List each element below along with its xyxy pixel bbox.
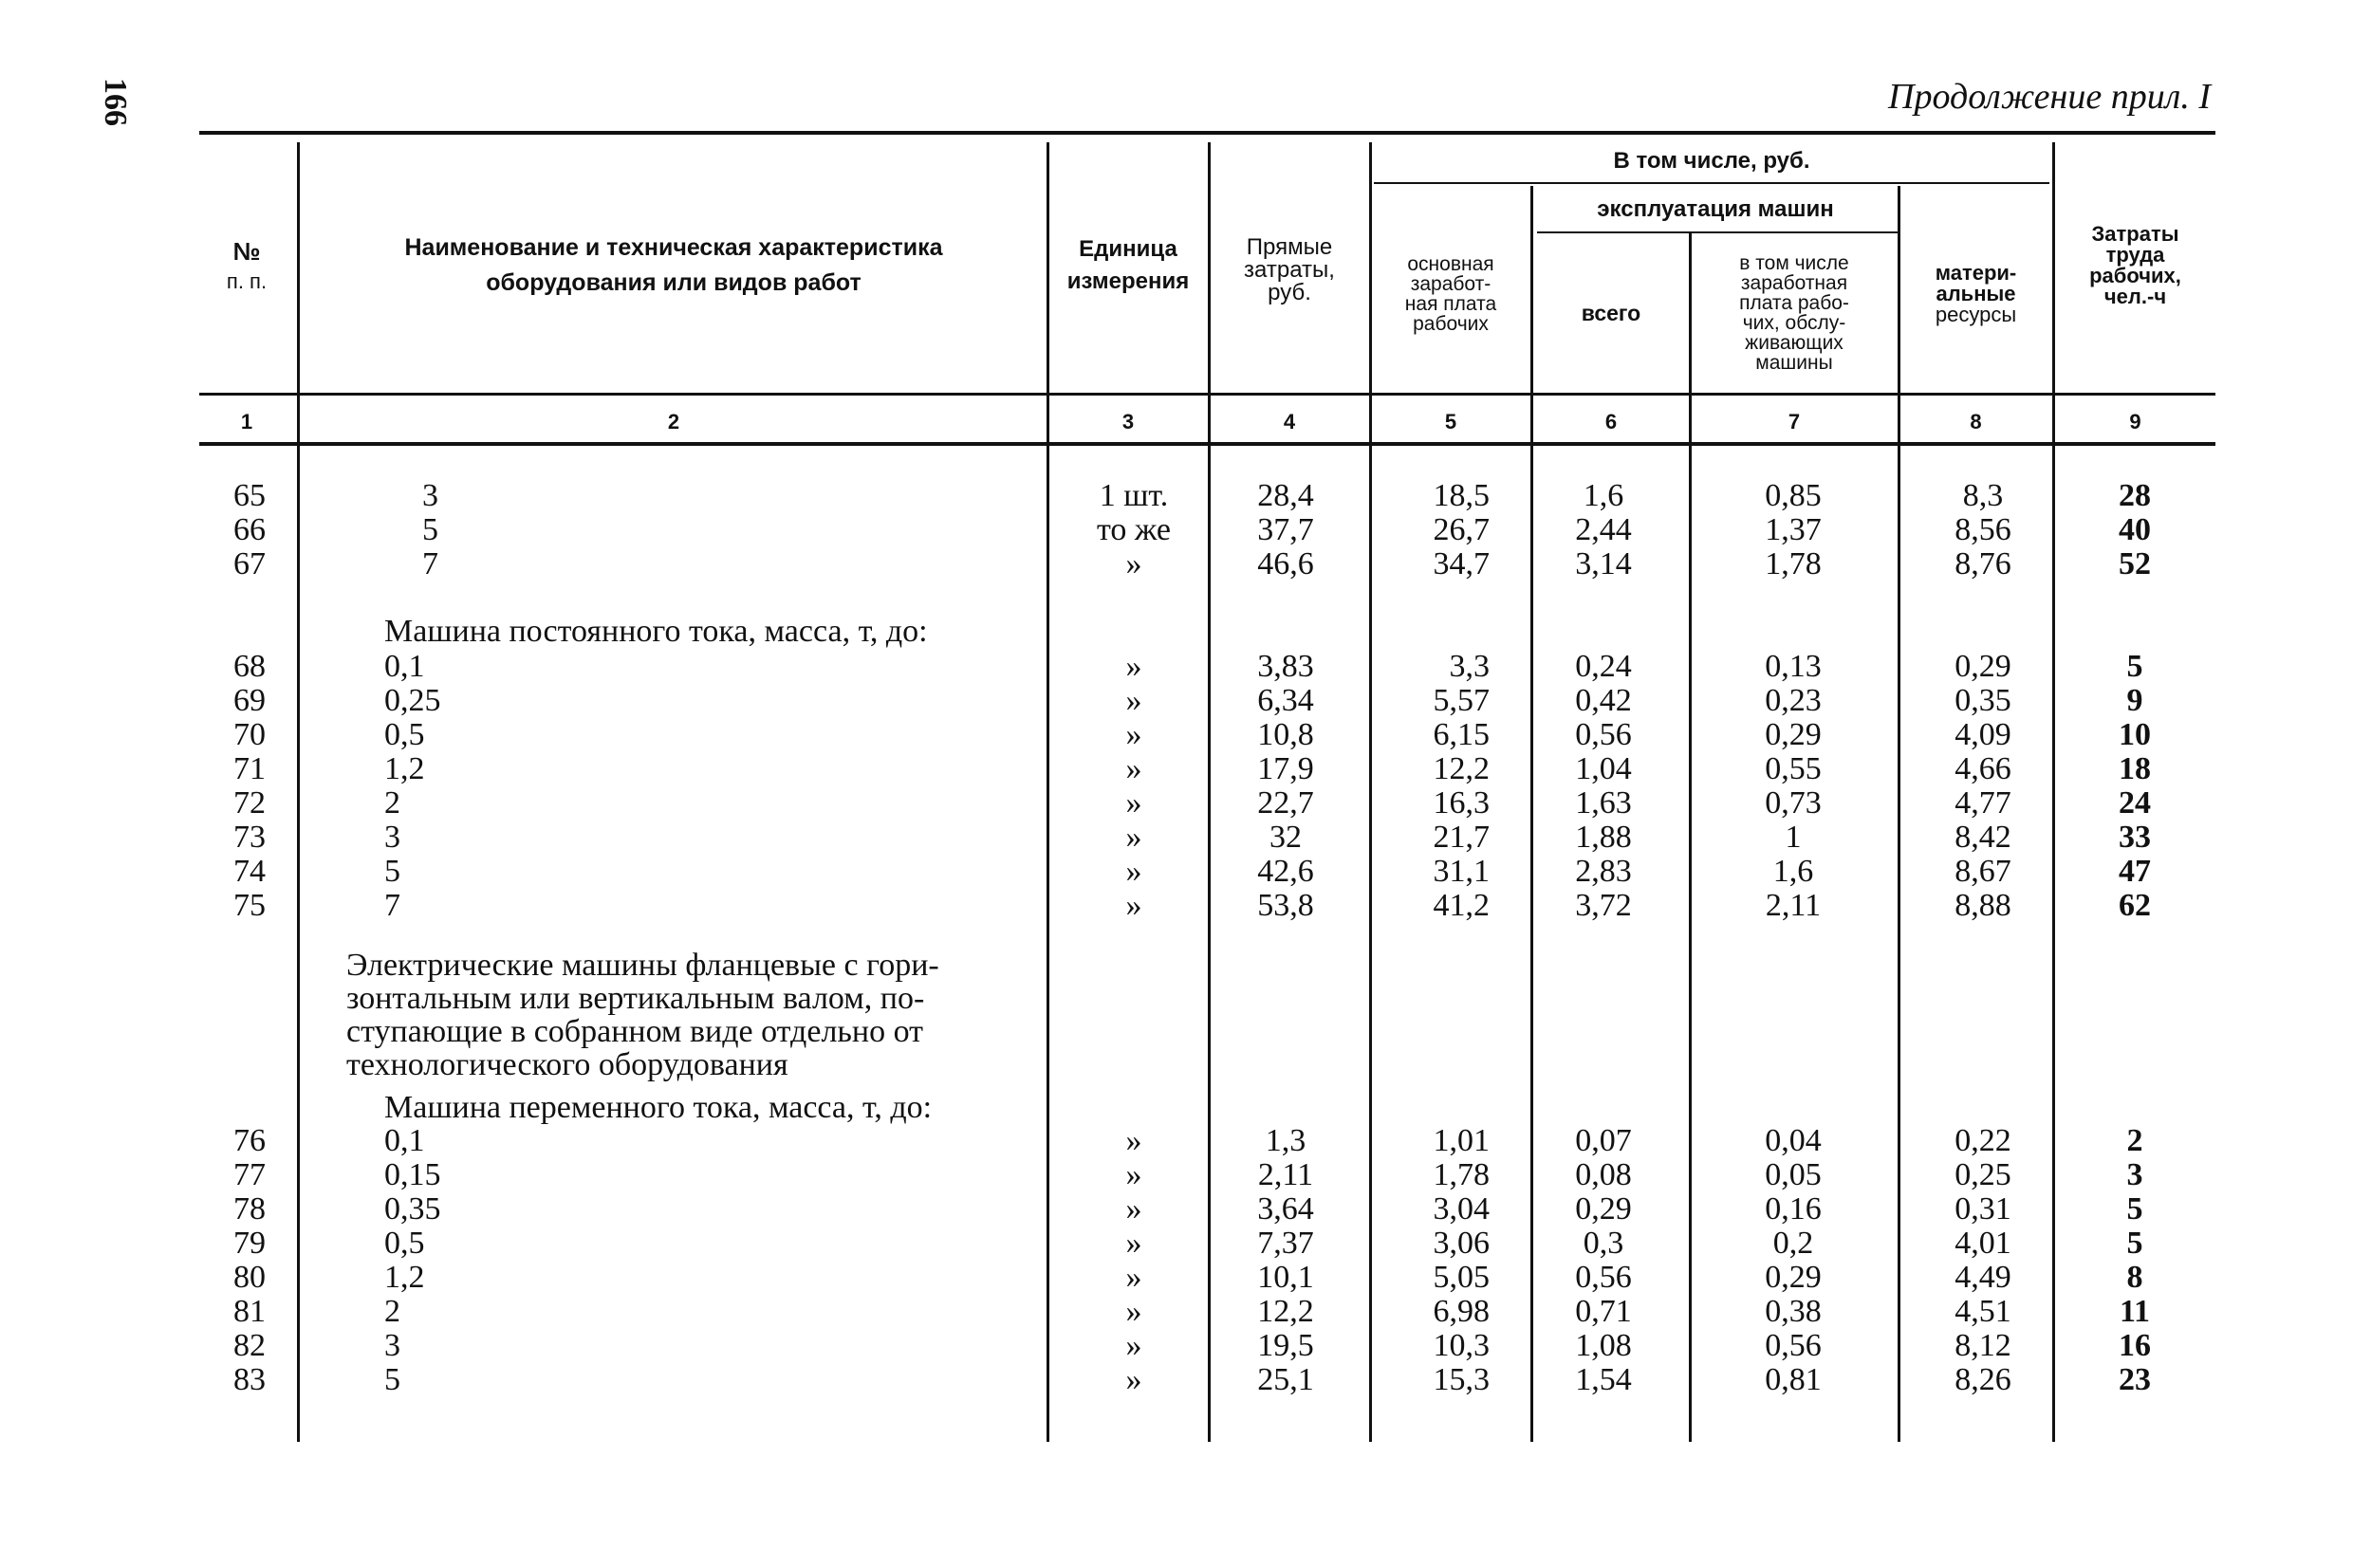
cell-unit: » [1125,683,1142,718]
cell-n: 75 [233,888,266,923]
header-group: В том числе, руб. [1613,148,1810,174]
exploit-rule [1537,231,1898,233]
cell-n: 81 [233,1294,266,1329]
cell-wage: 18,5 [1433,478,1490,513]
cell-wage: 6,98 [1433,1294,1490,1329]
col-number: 2 [667,410,680,434]
cell-mat: 8,76 [1955,546,2011,581]
cell-total: 0,07 [1575,1123,1632,1158]
cell-unit: » [1125,1157,1142,1192]
cell-n: 77 [233,1157,266,1192]
cell-labor: 23 [2119,1362,2151,1397]
col-divider [1689,233,1692,1442]
cell-labor: 52 [2119,546,2151,581]
cell-name: 3 [384,1328,400,1363]
cell-total: 1,63 [1575,785,1632,821]
cell-total: 1,04 [1575,751,1632,786]
header-unit: Единица измерения [1066,236,1190,294]
cell-mwage: 1,78 [1765,546,1822,581]
cell-n: 66 [233,512,266,547]
cell-name: 7 [422,546,438,581]
cell-unit: » [1125,888,1142,923]
cell-mat: 0,29 [1955,649,2011,684]
cell-mwage: 0,04 [1765,1123,1822,1158]
cell-unit: » [1125,1328,1142,1363]
cell-unit: » [1125,649,1142,684]
cell-unit: » [1125,1123,1142,1158]
col-number: 1 [240,410,253,434]
cell-total: 1,08 [1575,1328,1632,1363]
cell-wage: 12,2 [1433,751,1490,786]
section-title: Электрические машины фланцевые с гори- зонтальным или вертикальным валом, по- ступающие в собранном виде отдельно от технологического оборудования [346,948,939,1082]
cell-direct: 17,9 [1257,751,1314,786]
col-number: 9 [2129,410,2141,434]
cell-name: 0,1 [384,1123,425,1158]
cell-mat: 0,22 [1955,1123,2011,1158]
header-labor: Затраты труда рабочих, чел.-ч [2089,222,2181,308]
cell-mwage: 0,56 [1765,1328,1822,1363]
cell-wage: 1,01 [1433,1123,1490,1158]
cell-mwage: 0,73 [1765,785,1822,821]
cell-wage: 34,7 [1433,546,1490,581]
cell-name: 1,2 [384,751,425,786]
cell-mat: 4,77 [1955,785,2011,821]
cell-labor: 5 [2126,1191,2143,1227]
col-number: 4 [1283,410,1296,434]
col-number: 5 [1444,410,1457,434]
cell-name: 0,1 [384,649,425,684]
cell-total: 0,24 [1575,649,1632,684]
cell-total: 3,72 [1575,888,1632,923]
cell-mwage: 0,85 [1765,478,1822,513]
cell-mwage: 0,29 [1765,1260,1822,1295]
cell-labor: 40 [2119,512,2151,547]
cell-name: 2 [384,1294,400,1329]
col-number: 3 [1121,410,1135,434]
cell-n: 69 [233,683,266,718]
cell-mwage: 0,81 [1765,1362,1822,1397]
cell-mat: 4,66 [1955,751,2011,786]
header-materials: матери- альные ресурсы [1935,261,2017,326]
cell-wage: 5,05 [1433,1260,1490,1295]
cell-wage: 3,3 [1449,649,1490,684]
cell-unit: » [1125,854,1142,889]
cell-labor: 24 [2119,785,2151,821]
cell-mwage: 1 [1785,820,1802,855]
cell-name: 0,25 [384,683,441,718]
cell-total: 0,56 [1575,717,1632,752]
cell-n: 76 [233,1123,266,1158]
cell-total: 0,42 [1575,683,1632,718]
cell-total: 2,44 [1575,512,1632,547]
cell-labor: 2 [2126,1123,2143,1158]
cell-unit: » [1125,546,1142,581]
cell-n: 68 [233,649,266,684]
cell-unit: » [1125,1260,1142,1295]
cell-total: 1,88 [1575,820,1632,855]
cell-labor: 5 [2126,1226,2143,1261]
cell-wage: 15,3 [1433,1362,1490,1397]
cell-mat: 4,09 [1955,717,2011,752]
header-name: Наименование и техническая характеристика оборудования или видов работ [404,234,943,296]
cell-n: 65 [233,478,266,513]
header-wage: основная заработ- ная плата рабочих [1404,253,1497,335]
cell-mat: 8,42 [1955,820,2011,855]
cell-mat: 4,51 [1955,1294,2011,1329]
header-total: всего [1581,300,1641,325]
cell-wage: 1,78 [1433,1157,1490,1192]
cell-name: 3 [422,478,438,513]
cell-mat: 8,56 [1955,512,2011,547]
cell-labor: 62 [2119,888,2151,923]
cell-direct: 37,7 [1257,512,1314,547]
cell-mat: 0,25 [1955,1157,2011,1192]
cell-mwage: 1,37 [1765,512,1822,547]
cell-unit: » [1125,1294,1142,1329]
cell-name: 5 [422,512,438,547]
cell-wage: 3,04 [1433,1191,1490,1227]
cell-n: 79 [233,1226,266,1261]
cell-direct: 7,37 [1257,1226,1314,1261]
section-title: Машина постоянного тока, масса, т, до: [384,614,928,649]
cell-direct: 32 [1269,820,1302,855]
cell-unit: » [1125,717,1142,752]
cell-direct: 25,1 [1257,1362,1314,1397]
cell-name: 0,15 [384,1157,441,1192]
col-divider [1898,186,1900,1442]
cell-unit: 1 шт. [1099,478,1169,513]
top-rule [199,131,2215,135]
col-number: 6 [1604,410,1618,434]
cell-mat: 0,35 [1955,683,2011,718]
cell-mwage: 0,13 [1765,649,1822,684]
cell-mat: 8,88 [1955,888,2011,923]
cell-direct: 3,83 [1257,649,1314,684]
cell-n: 82 [233,1328,266,1363]
cell-n: 78 [233,1191,266,1227]
col-number: 8 [1970,410,1982,434]
cell-n: 74 [233,854,266,889]
cell-mat: 4,01 [1955,1226,2011,1261]
cell-n: 70 [233,717,266,752]
cell-mat: 8,3 [1962,478,2004,513]
col-divider [1208,142,1211,1442]
cell-mwage: 0,16 [1765,1191,1822,1227]
cell-direct: 10,1 [1257,1260,1314,1295]
cell-total: 1,54 [1575,1362,1632,1397]
continuation-label: Продолжение прил. I [1888,77,2211,117]
cell-name: 0,5 [384,1226,425,1261]
cell-wage: 3,06 [1433,1226,1490,1261]
cell-labor: 33 [2119,820,2151,855]
col-divider [1047,142,1049,1442]
cell-mwage: 2,11 [1765,888,1822,923]
cell-labor: 5 [2126,649,2143,684]
cell-total: 0,71 [1575,1294,1632,1329]
cell-name: 5 [384,1362,400,1397]
cell-name: 5 [384,854,400,889]
col-number: 7 [1788,410,1801,434]
cell-n: 83 [233,1362,266,1397]
cell-direct: 1,3 [1265,1123,1306,1158]
cell-total: 1,6 [1583,478,1624,513]
cell-name: 0,35 [384,1191,441,1227]
cell-n: 73 [233,820,266,855]
cell-direct: 10,8 [1257,717,1314,752]
section-title: Машина переменного тока, масса, т, до: [384,1090,933,1125]
cell-name: 1,2 [384,1260,425,1295]
cell-direct: 22,7 [1257,785,1314,821]
cell-labor: 18 [2119,751,2151,786]
header-number: № п. п. [226,237,268,293]
cell-labor: 16 [2119,1328,2151,1363]
cell-mwage: 0,29 [1765,717,1822,752]
cell-name: 3 [384,820,400,855]
header-direct: Прямые затраты, руб. [1244,234,1335,305]
page-number: 166 [98,78,133,126]
cell-wage: 41,2 [1433,888,1490,923]
cell-wage: 10,3 [1433,1328,1490,1363]
cell-mwage: 0,38 [1765,1294,1822,1329]
cell-unit: » [1125,1191,1142,1227]
cell-mwage: 1,6 [1772,854,1814,889]
cell-wage: 5,57 [1433,683,1490,718]
cell-n: 80 [233,1260,266,1295]
cell-unit: » [1125,1362,1142,1397]
cell-name: 0,5 [384,717,425,752]
cell-total: 0,56 [1575,1260,1632,1295]
cell-direct: 28,4 [1257,478,1314,513]
cell-labor: 8 [2126,1260,2143,1295]
cell-mat: 0,31 [1955,1191,2011,1227]
cell-name: 7 [384,888,400,923]
cell-name: 2 [384,785,400,821]
cell-mwage: 0,23 [1765,683,1822,718]
cell-total: 0,29 [1575,1191,1632,1227]
cell-wage: 26,7 [1433,512,1490,547]
cell-unit: то же [1096,512,1172,547]
cell-unit: » [1125,820,1142,855]
group-rule [1374,182,2049,184]
cell-mat: 8,12 [1955,1328,2011,1363]
cell-direct: 46,6 [1257,546,1314,581]
cell-wage: 21,7 [1433,820,1490,855]
cell-mwage: 0,55 [1765,751,1822,786]
cell-wage: 31,1 [1433,854,1490,889]
cell-mwage: 0,05 [1765,1157,1822,1192]
header-machine-wage: в том числе заработная плата рабо- чих, обслу- живающих машины [1739,252,1849,374]
col-divider [1530,186,1533,1442]
cell-labor: 10 [2119,717,2151,752]
cell-labor: 47 [2119,854,2151,889]
cell-total: 0,3 [1583,1226,1624,1261]
cell-mat: 4,49 [1955,1260,2011,1295]
cell-total: 0,08 [1575,1157,1632,1192]
cell-unit: » [1125,1226,1142,1261]
cell-direct: 53,8 [1257,888,1314,923]
cell-labor: 3 [2126,1157,2143,1192]
cell-direct: 6,34 [1257,683,1314,718]
cell-mat: 8,67 [1955,854,2011,889]
cell-unit: » [1125,751,1142,786]
cell-direct: 19,5 [1257,1328,1314,1363]
cell-mwage: 0,2 [1772,1226,1814,1261]
header-exploitation: эксплуатация машин [1597,196,1834,222]
cell-direct: 2,11 [1257,1157,1314,1192]
cell-n: 72 [233,785,266,821]
col-divider [1369,142,1372,1442]
col-divider [297,142,300,1442]
cell-n: 67 [233,546,266,581]
cell-total: 2,83 [1575,854,1632,889]
cell-mat: 8,26 [1955,1362,2011,1397]
cell-direct: 42,6 [1257,854,1314,889]
cell-direct: 12,2 [1257,1294,1314,1329]
cell-n: 71 [233,751,266,786]
cell-direct: 3,64 [1257,1191,1314,1227]
cell-labor: 9 [2126,683,2143,718]
cell-wage: 6,15 [1433,717,1490,752]
cell-labor: 11 [2119,1294,2151,1329]
cell-labor: 28 [2119,478,2151,513]
cell-total: 3,14 [1575,546,1632,581]
cell-wage: 16,3 [1433,785,1490,821]
cell-unit: » [1125,785,1142,821]
